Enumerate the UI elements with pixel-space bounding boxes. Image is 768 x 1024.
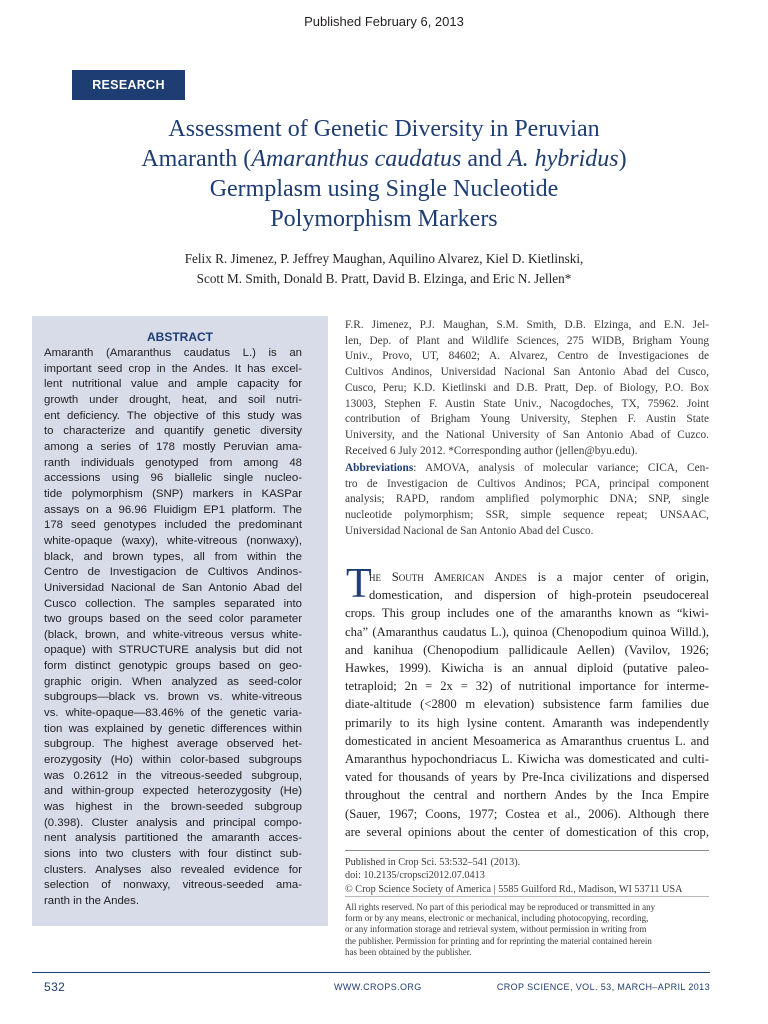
affiliation-line: F.R. Jimenez, P.J. Maughan, S.M. Smith, D.B. Elzinga, and E.N. Jel- — [345, 319, 709, 331]
abstract-line: assays on a 96.96 Fluidigm EP1 platform. The — [44, 503, 302, 516]
abstract-line: form distinct genotypic groups based on geo- — [44, 660, 302, 673]
abstract-line: opaque) with STRUCTURE analysis but did not — [44, 644, 302, 657]
abbreviations-text: : AMOVA, analysis of molecular variance; CICA, Cen- — [413, 462, 709, 474]
body-line: crops. This group includes one of the amaranths known as “kiwi- — [345, 606, 709, 621]
abstract-line: subgroup. The highest average observed het- — [44, 738, 302, 751]
main-body-text — [345, 568, 709, 841]
author-list — [60, 249, 708, 289]
abstract-line: lent nutritional value and ample capacity for — [44, 378, 302, 391]
affiliation-line: University, and the National University of San Antonio Abad of Cuzco. — [345, 428, 709, 441]
abstract-line: clusters. Analyses also revealed evidence for — [44, 863, 302, 876]
publication-info-line: doi: 10.2135/cropsci2012.07.0413 — [345, 870, 485, 882]
abstract-line: accessions using 96 biallelic single nucleo- — [44, 472, 302, 485]
rights-line: has been obtained by the publisher. — [345, 946, 472, 957]
abstract-line: Amaranth (Amaranthus caudatus L.) is an — [44, 347, 302, 359]
abstract-line: tide polymorphism (SNP) markers in KASPar — [44, 487, 302, 500]
affiliation-line: Received 6 July 2012. *Corresponding author (jellen@byu.edu). — [345, 444, 638, 457]
body-line: throughout the central and northern Andes by the Inca Empire — [345, 788, 709, 803]
abstract-line: vs. white-opaque—83.46% of the genetic varia- — [44, 707, 302, 720]
publication-info-divider — [345, 850, 709, 851]
abstract-line: ranth in the Andes. — [44, 894, 139, 907]
abstract-heading: ABSTRACT — [147, 330, 213, 344]
drop-cap: T — [346, 561, 372, 607]
title-line-1: Assessment of Genetic Diversity in Peruvian — [168, 116, 600, 142]
abstract-body — [44, 346, 302, 910]
body-line: diate-altitude (<2800 m elevation) subsistence farm families due — [345, 697, 709, 712]
affiliation-line: Cusco, Peru; K.D. Kietlinski and D.B. Pratt, Dep. of Biology, P.O. Box — [345, 381, 709, 394]
rights-line: All rights reserved. No part of this periodical may be reproduced or transmitted in any — [345, 902, 656, 912]
body-line: Hawkes, 1999). Kiwicha is an annual diploid (putative paleo- — [345, 661, 709, 676]
body-line: (Sauer, 1967; Coons, 1977; Costea et al., 2006). Although there — [345, 806, 709, 821]
abstract-line: (black, brown, and white-vitreous versus white- — [44, 628, 302, 641]
body-line: vated for thousands of years by Pre-Inca civilizations and dispersed — [345, 770, 709, 785]
body-first-line-text: is a major center of origin, — [526, 570, 709, 584]
abbreviations-line: nucleotide polymorphism; SSR, simple sequence repeat; UNSAAC, — [345, 509, 709, 522]
body-line: cha” (Amaranthus caudatus L.), quinoa (Chenopodium quinoa Willd.), — [345, 624, 709, 639]
body-first-line — [345, 568, 709, 586]
publication-info-line: Published in Crop Sci. 53:532–541 (2013). — [345, 857, 521, 868]
body-line: primarily to its high lysine content. Amaranth was independently — [345, 715, 709, 730]
abstract-line: was 0.2612 in the vitreous-seeded subgroup, — [44, 769, 302, 782]
body-line: tetraploid; 2n = 2x = 32) of nutritional importance for interme- — [345, 679, 709, 694]
rights-divider — [345, 896, 709, 897]
title-line-3: Germplasm using Single Nucleotide — [209, 176, 559, 202]
title-species-2: A. hybridus — [507, 146, 619, 172]
abstract-line: important seed crop in the Andes. It has excel- — [44, 362, 302, 375]
abstract-line: tion was explained by genetic differences within — [44, 722, 302, 735]
body-line: domestication, and dispersion of high-protein pseudocereal — [369, 588, 709, 603]
rights-line: or any information storage and retrieval system, without permission in writing from — [345, 924, 647, 935]
body-small-caps: he South American Andes — [369, 570, 527, 584]
affiliation-line: contribution of Brigham Young University, Stephen F. Austin State — [345, 413, 709, 426]
abstract-line: selection of nonwaxy, vitreous-seeded ama- — [44, 879, 302, 892]
footer-divider — [32, 972, 710, 973]
abstract-line: growth under drought, heat, and soil nutri- — [44, 393, 302, 406]
abbreviations-line: Universidad Nacional de San Antonio Abad del Cusco. — [345, 524, 594, 537]
abstract-line: among a series of 178 mostly Peruvian ama- — [44, 440, 302, 453]
affiliation-line: Univ., Provo, UT, 84602; A. Alvarez, Centro de Investigaciones de — [345, 350, 709, 363]
publication-info-line: © Crop Science Society of America | 5585 Guilford Rd., Madison, WI 53711 USA — [345, 883, 683, 895]
abstract-line: 178 seed genotypes included the predominant — [44, 519, 302, 532]
abstract-line: two groups based on the seed color parameter — [44, 613, 302, 626]
affiliation-line: len, Dep. of Plant and Wildlife Sciences, 275 WIDB, Brigham Young — [345, 334, 709, 347]
published-date: Published February 6, 2013 — [304, 14, 464, 29]
abbreviations-first-line — [345, 461, 709, 477]
abstract-line: was highest in the brown-seeded subgroup — [44, 801, 302, 814]
body-line: are several opinions about the center of domestication of this crop, — [345, 824, 709, 839]
body-line: Amaranthus hypochondriacus L. Kiwicha was domesticated and culti- — [345, 752, 709, 767]
website-link[interactable]: WWW.CROPS.ORG — [334, 982, 422, 992]
author-line: Scott M. Smith, Donald B. Pratt, David B. Elzinga, and Eric N. Jellen* — [196, 271, 572, 286]
title-line-2c: and — [461, 146, 508, 172]
author-affiliations — [345, 318, 709, 459]
title-species-1: Amaranthus caudatus — [251, 146, 462, 172]
abstract-line: black, and brown types, all from within the — [44, 550, 302, 563]
abstract-line: sions into two clusters with four distinct sub- — [44, 848, 302, 860]
title-line-2e: ) — [618, 146, 627, 172]
abstract-line: erozygosity (Ho) within color-based subgroups — [44, 754, 302, 767]
title-line-2 — [60, 144, 708, 174]
abstract-line: ent deficiency. The objective of this study was — [44, 409, 302, 422]
rights-notice — [345, 902, 709, 958]
article-title — [60, 114, 708, 234]
publication-info — [345, 856, 709, 896]
body-line: domesticated in ancient Mesoamerica as Amaranthus cruentus L. and — [345, 733, 709, 748]
abstract-line: (0.398). Cluster analysis and principal compo- — [44, 816, 302, 829]
abstract-line: Universidad Nacional de San Antonio Abad del — [44, 581, 302, 594]
rights-line: the publisher. Permission for printing and for reprinting the material contained herein — [345, 935, 652, 946]
rights-line: form or by any means, electronic or mechanical, including photocopying, recording, — [345, 913, 649, 924]
abstract-line: graphic origin. When analyzed as seed-color — [44, 675, 302, 688]
abbreviations-block — [345, 461, 709, 540]
section-tag: RESEARCH — [72, 70, 185, 100]
abstract-line: and within-group expected heterozygosity (He) — [44, 785, 302, 798]
journal-citation: CROP SCIENCE, VOL. 53, MARCH–APRIL 2013 — [496, 982, 710, 992]
title-line-4: Polymorphism Markers — [270, 206, 498, 232]
body-line: and kanihua (Chenopodium pallidicaule Aellen) (Vavilov, 1926; — [345, 642, 709, 657]
abbreviations-line: tro de Investigacion de Cultivos Andinos; PCA, principal component — [345, 477, 709, 490]
abstract-line: Cusco collection. The samples separated into — [44, 597, 302, 610]
abstract-line: ranth individuals genotyped from among 48 — [44, 456, 302, 469]
abstract-line: Centro de Investigacion de Cultivos Andinos- — [44, 566, 302, 579]
abstract-line: to characterize and quantify genetic diversity — [44, 425, 302, 438]
abbreviations-label: Abbreviations — [345, 462, 414, 474]
page-number: 532 — [44, 980, 66, 994]
abstract-line: nent analysis partitioned the amaranth acces- — [44, 832, 302, 845]
author-line: Felix R. Jimenez, P. Jeffrey Maughan, Aquilino Alvarez, Kiel D. Kietlinski, — [184, 251, 584, 266]
title-line-2a: Amaranth ( — [141, 146, 252, 172]
affiliation-line: Cultivos Andinos, Universidad Nacional San Antonio Abad del Cusco, — [345, 366, 709, 379]
abstract-line: white-opaque (waxy), white-vitreous (nonwaxy), — [44, 534, 302, 547]
affiliation-line: 13003, Stephen F. Austin State Univ., Nacogdoches, TX, 75962. Joint — [345, 397, 709, 410]
abbreviations-line: analysis; RAPD, random amplified polymorphic DNA; SNP, single — [345, 493, 709, 506]
abstract-line: subgroups—black vs. brown vs. white-vitreous — [44, 691, 302, 704]
